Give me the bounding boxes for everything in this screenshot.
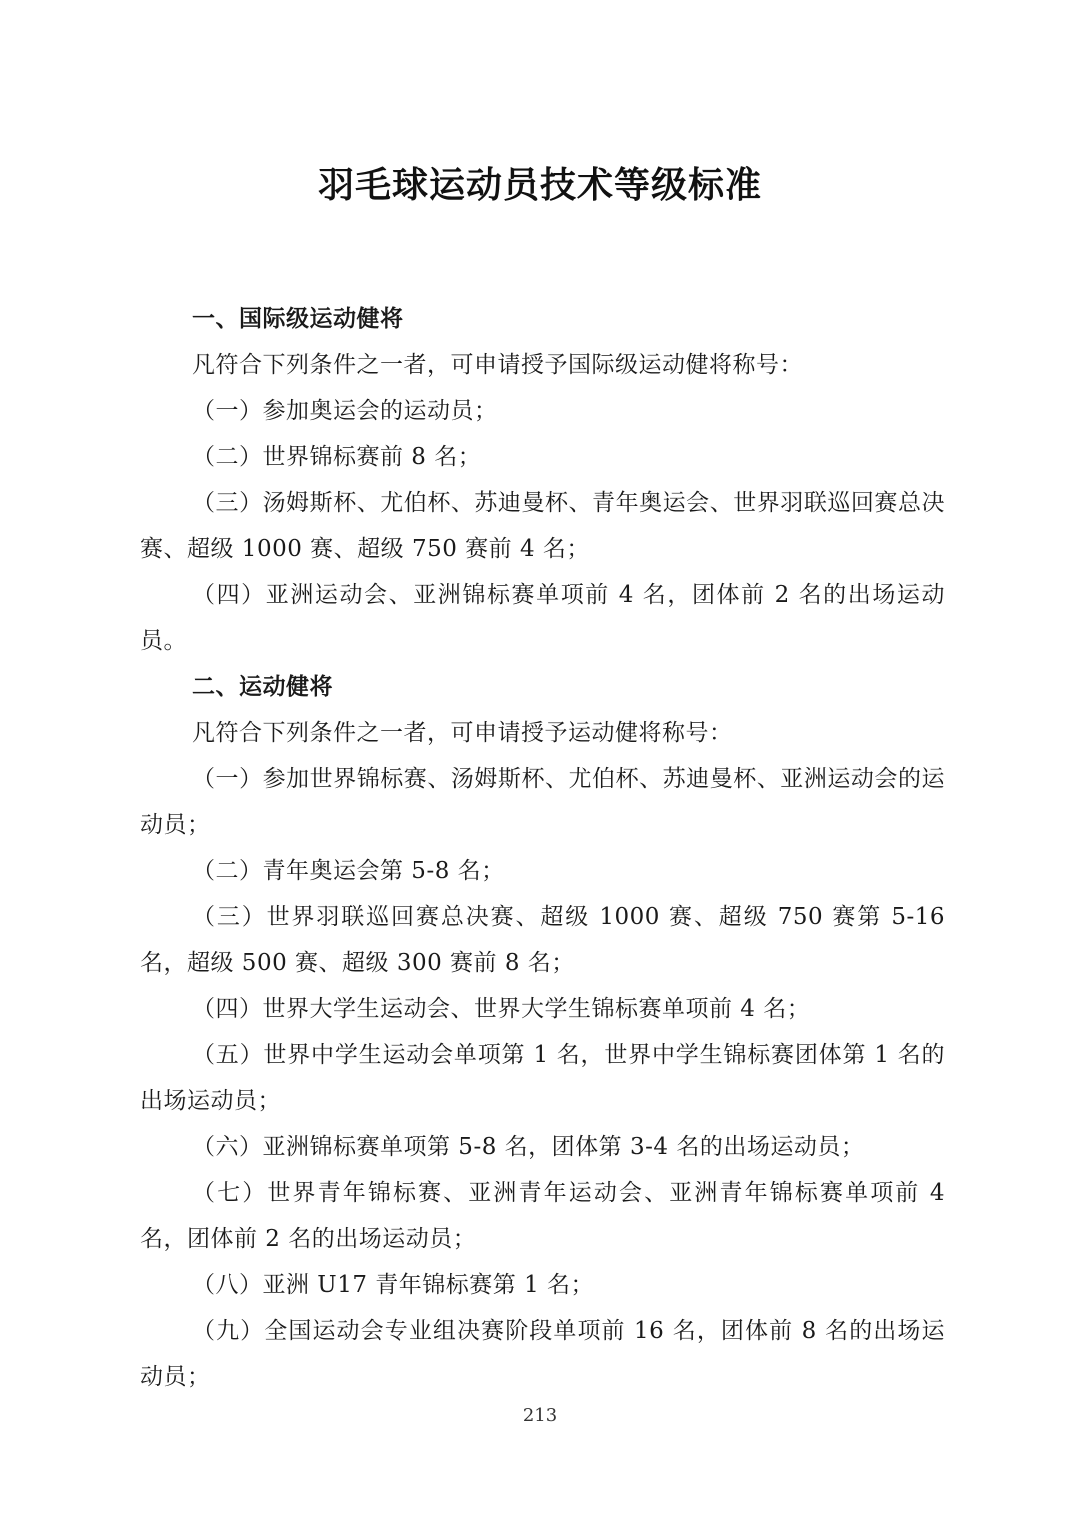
list-item: （一）参加奥运会的运动员； [192, 398, 498, 424]
section-heading: 二、运动健将 [192, 674, 333, 700]
list-item: （二）世界锦标赛前 8 名； [192, 444, 482, 470]
list-item: （一）参加世界锦标赛、汤姆斯杯、尤伯杯、苏迪曼杯、亚洲运动会的运动员； [140, 766, 945, 838]
list-item: （三）汤姆斯杯、尤伯杯、苏迪曼杯、青年奥运会、世界羽联巡回赛总决赛、超级 1000 赛、超级 750 赛前 4 名； [140, 490, 945, 562]
document-title: 羽毛球运动员技术等级标准 [317, 165, 762, 206]
section-intro: 凡符合下列条件之一者，可申请授予国际级运动健将称号： [192, 352, 803, 378]
list-item: （六）亚洲锦标赛单项第 5-8 名，团体第 3-4 名的出场运动员； [192, 1134, 865, 1160]
list-item: （四）世界大学生运动会、世界大学生锦标赛单项前 4 名； [192, 996, 811, 1022]
document-body [140, 296, 945, 1400]
list-item: （四）亚洲运动会、亚洲锦标赛单项前 4 名，团体前 2 名的出场运动员。 [140, 582, 945, 654]
list-item: （二）青年奥运会第 5-8 名； [192, 858, 505, 884]
list-item: （五）世界中学生运动会单项第 1 名，世界中学生锦标赛团体第 1 名的出场运动员； [140, 1042, 945, 1114]
list-item: （八）亚洲 U17 青年锦标赛第 1 名； [192, 1272, 595, 1298]
page-number: 213 [522, 1405, 558, 1426]
section-heading: 一、国际级运动健将 [192, 306, 404, 332]
list-item: （七）世界青年锦标赛、亚洲青年运动会、亚洲青年锦标赛单项前 4 名，团体前 2 名的出场运动员； [140, 1180, 945, 1252]
list-item: （九）全国运动会专业组决赛阶段单项前 16 名，团体前 8 名的出场运动员； [140, 1318, 945, 1390]
list-item: （三）世界羽联巡回赛总决赛、超级 1000 赛、超级 750 赛第 5-16 名，超级 500 赛、超级 300 赛前 8 名； [140, 904, 945, 976]
section-intro: 凡符合下列条件之一者，可申请授予运动健将称号： [192, 720, 733, 746]
